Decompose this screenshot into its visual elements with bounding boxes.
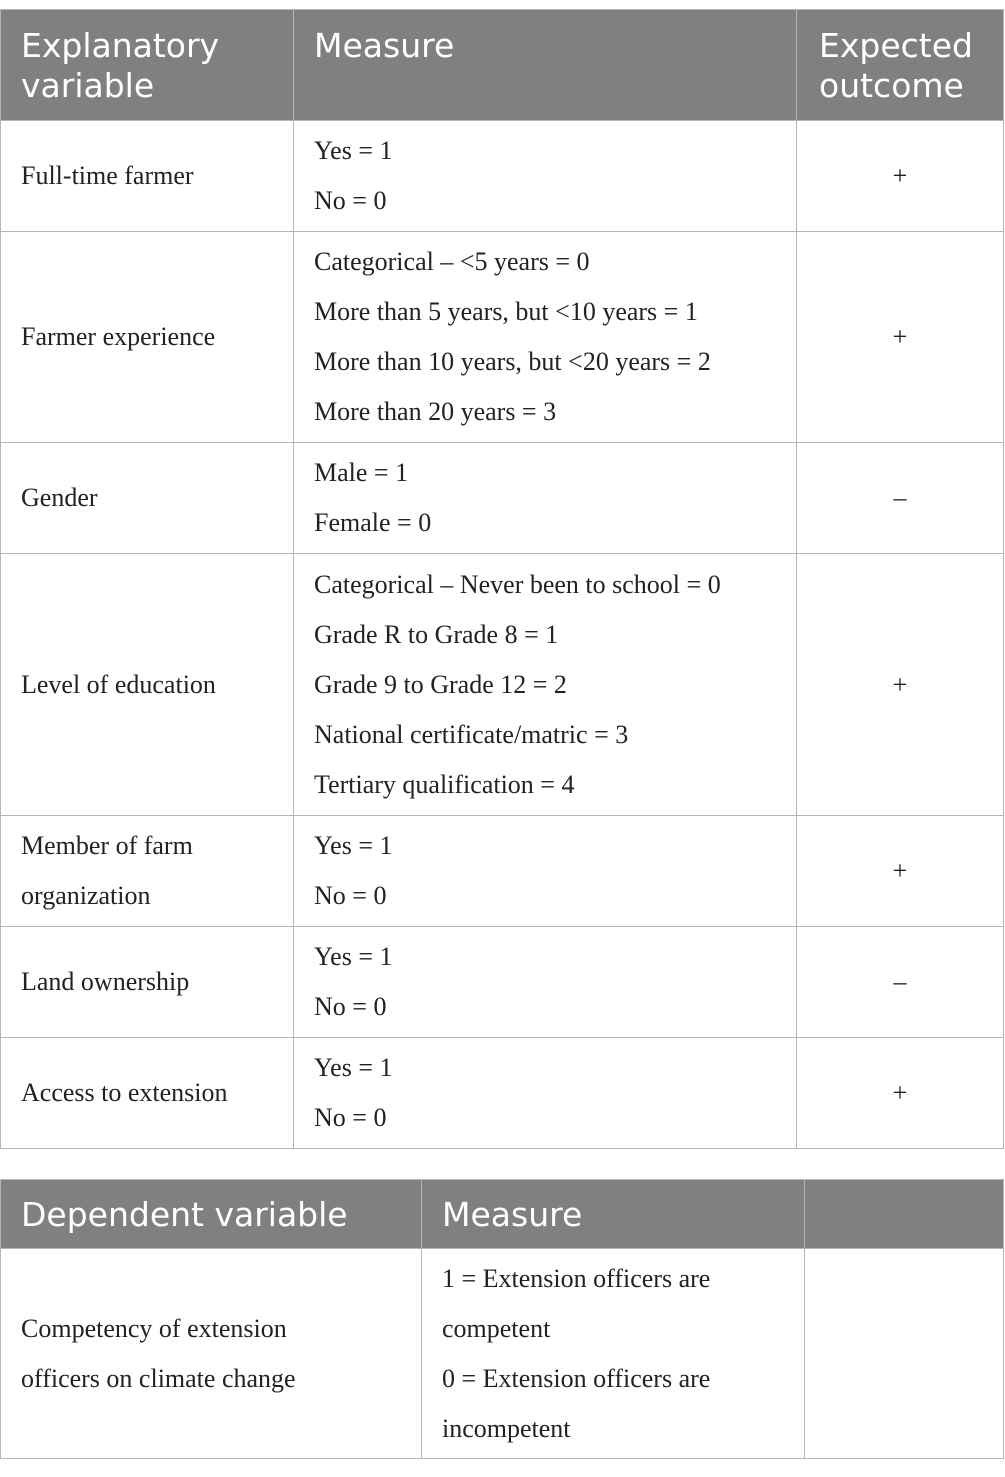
explanatory-variables-table [0,9,1004,1149]
measure-cell [294,443,797,554]
variable-cell: Land ownership [1,927,294,1038]
variable-text: Competency of extension officers on climate change [21,1313,296,1393]
variable-cell: Farmer experience [1,232,294,443]
header-expected-outcome: Expected outcome [797,10,1004,121]
variable-cell: Access to extension [1,1038,294,1149]
outcome-cell: + [797,1038,1004,1149]
table-row [1,443,1004,554]
table-row [1,1038,1004,1149]
outcome-cell [805,1249,1004,1459]
measure-cell [294,121,797,232]
header-measure: Measure [294,10,797,121]
table-header-row [1,1180,1004,1249]
header-explanatory-variable: Explanatory variable [1,10,294,121]
variable-cell: Gender [1,443,294,554]
measure-line: 1 = Extension officers are competent [442,1263,711,1343]
outcome-cell: – [797,927,1004,1038]
variable-cell [1,816,294,927]
measure-line: No = 0 [314,992,387,1021]
table-row [1,232,1004,443]
measure-line: Yes = 1 [314,831,393,860]
outcome-cell: + [797,232,1004,443]
table-row [1,1249,1004,1459]
measure-cell [294,816,797,927]
measure-cell [294,232,797,443]
measure-line: More than 5 years, but <10 years = 1 [314,297,698,326]
measure-line: No = 0 [314,1103,387,1132]
dependent-variable-table [0,1179,1004,1459]
table-row [1,554,1004,816]
header-dependent-variable: Dependent variable [1,1180,422,1249]
measure-cell [294,554,797,816]
measure-cell [294,927,797,1038]
measure-line: National certificate/matric = 3 [314,719,629,749]
measure-cell [422,1249,805,1459]
outcome-cell: + [797,121,1004,232]
variable-cell [1,1249,422,1459]
measure-line: Categorical – <5 years = 0 [314,247,590,276]
outcome-cell: + [797,554,1004,816]
measure-line: Yes = 1 [314,1053,393,1082]
measure-line: Yes = 1 [314,942,393,971]
table-row [1,927,1004,1038]
header-empty [805,1180,1004,1249]
measure-line: More than 20 years = 3 [314,397,557,426]
outcome-cell: – [797,443,1004,554]
measure-line: No = 0 [314,881,387,910]
measure-line: Categorical – Never been to school = 0 [314,569,721,599]
outcome-cell: + [797,816,1004,927]
measure-cell [294,1038,797,1149]
measure-line: No = 0 [314,186,387,215]
measure-line: Tertiary qualification = 4 [314,769,575,799]
variable-text: Member of farm organization [21,831,193,910]
measure-line: Female = 0 [314,508,432,537]
measure-line: More than 10 years, but <20 years = 2 [314,347,711,376]
table-header-row [1,10,1004,121]
table-row [1,816,1004,927]
variable-cell: Level of education [1,554,294,816]
measure-line: Grade R to Grade 8 = 1 [314,619,559,649]
measure-line: Grade 9 to Grade 12 = 2 [314,669,567,699]
header-measure: Measure [422,1180,805,1249]
table-row [1,121,1004,232]
measure-line: 0 = Extension officers are incompetent [442,1363,711,1443]
variable-cell: Full-time farmer [1,121,294,232]
measure-line: Male = 1 [314,458,409,487]
measure-line: Yes = 1 [314,136,393,165]
